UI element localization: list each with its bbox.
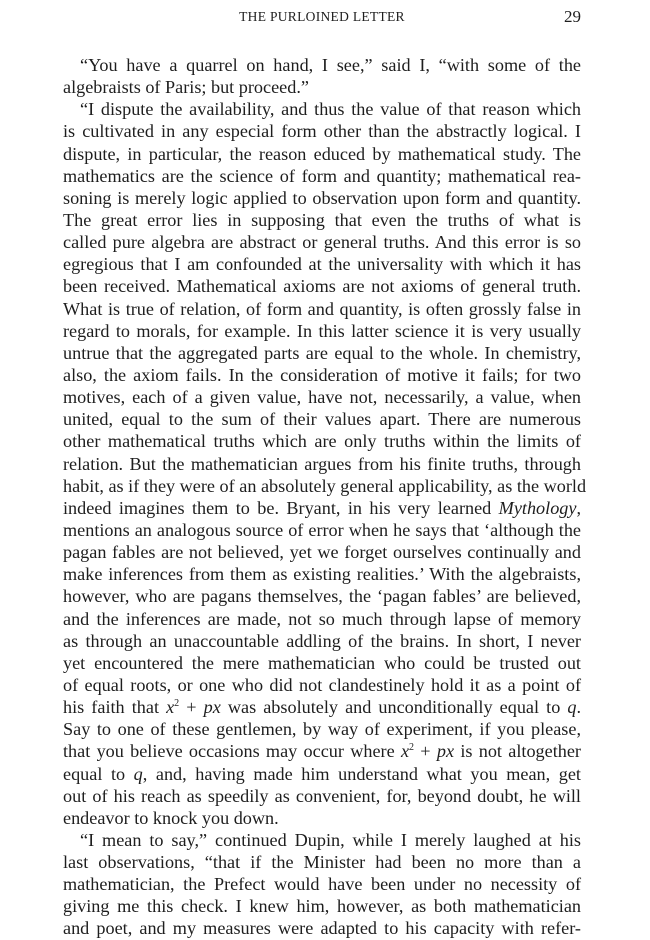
text-line-with-formula — [63, 696, 581, 718]
math-variable: q — [133, 763, 143, 784]
math-exponent: 2 — [174, 698, 180, 710]
running-title: THE PURLOINED LETTER — [239, 9, 405, 24]
page-number: 29 — [564, 7, 581, 26]
text-segment: indeed imagines them to be. Bryant, in his very learned — [63, 497, 499, 518]
text-line: yet encountered the mere mathematician who could be trusted out — [63, 652, 581, 673]
text-line: last observations, “that if the Minister had been no more than a — [63, 852, 581, 873]
text-line: called pure algebra are abstract or general truths. And this error is so — [63, 232, 581, 253]
text-line: endeavor to knock you down. — [63, 807, 279, 828]
text-segment: his faith that — [63, 697, 167, 718]
running-header — [63, 6, 581, 28]
text-line: The great error lies in supposing that even the truths of what is — [63, 209, 581, 230]
text-line: other mathematical truths which are only truths within the limits of — [63, 431, 581, 452]
text-segment: . — [576, 697, 582, 718]
paragraph-1 — [63, 54, 581, 98]
text-line-with-formula — [63, 740, 581, 762]
paragraph-2 — [63, 98, 587, 829]
math-variable: px — [203, 697, 221, 718]
text-line-with-formula — [63, 763, 581, 785]
text-segment: , — [576, 497, 581, 518]
text-line: relation. But the mathematician argues from his finite truths, through — [63, 453, 581, 474]
text-line: “I dispute the availability, and thus the value of that reason which — [80, 99, 581, 120]
text-line: giving me this check. I knew him, however, as both mathematician — [63, 896, 581, 917]
text-line: united, equal to the sum of their values apart. There are numerous — [63, 409, 581, 430]
text-line: habit, as if they were of an absolutely general applicability, as the world — [63, 475, 587, 496]
math-variable: px — [436, 741, 455, 762]
book-title-italic: Mythology — [498, 497, 577, 518]
text-line: and the inferences are made, not so much through lapse of memory — [63, 608, 581, 629]
text-line: mathematics are the science of form and quantity; mathematical rea- — [63, 165, 581, 186]
body-text — [63, 54, 587, 940]
math-variable: x — [166, 697, 175, 718]
math-exponent: 2 — [409, 742, 415, 754]
math-variable: q — [567, 697, 577, 718]
text-segment: was absolutely and unconditionally equal to — [220, 697, 568, 718]
text-line: regard to morals, for example. In this latter science it is very usually — [63, 320, 581, 341]
text-line: dispute, in particular, the reason educed by mathematical study. The — [63, 143, 581, 164]
text-line: egregious that I am confounded at the universality with which it has — [63, 254, 581, 275]
text-line: as through an unaccountable addling of the brains. In short, I never — [63, 630, 581, 651]
text-line: soning is merely logic applied to observation upon form and quantity. — [63, 187, 581, 208]
text-segment: that you believe occasions may occur where — [63, 741, 401, 762]
text-line: of equal roots, or one who did not clandestinely hold it as a point of — [63, 674, 581, 695]
text-line: pagan fables are not believed, yet we forget ourselves continually and — [63, 542, 581, 563]
text-line: mathematician, the Prefect would have been under no necessity of — [63, 874, 581, 895]
math-operator: + — [414, 741, 437, 762]
text-line: been received. Mathematical axioms are not axioms of general truth. — [63, 276, 581, 297]
text-line: algebraists of Paris; but proceed.” — [63, 77, 309, 98]
math-operator: + — [179, 697, 204, 718]
text-line: is cultivated in any especial form other than the abstractly logical. I — [63, 121, 581, 142]
text-segment: , and, having made him understand what you mean, get — [142, 763, 581, 784]
text-segment: is not altogether — [454, 741, 581, 762]
paragraph-3 — [63, 829, 581, 940]
text-line: “I mean to say,” continued Dupin, while I merely laughed at his — [80, 829, 581, 850]
text-line: and poet, and my measures were adapted to his capacity with refer- — [63, 918, 581, 939]
text-line: untrue that the aggregated parts are equal to the whole. In chemistry, — [63, 342, 581, 363]
text-line: make inferences from them as existing realities.’ With the algebraists, — [63, 564, 581, 585]
text-line-with-title — [63, 497, 581, 519]
text-line: mentions an analogous source of error when he says that ‘although the — [63, 519, 581, 540]
text-line: What is true of relation, of form and quantity, is often grossly false in — [63, 298, 581, 319]
text-line: however, who are pagans themselves, the ‘pagan fables’ are believed, — [63, 586, 581, 607]
text-line: Say to one of these gentlemen, by way of experiment, if you please, — [63, 719, 581, 740]
text-line: also, the axiom fails. In the consideration of motive it fails; for two — [63, 364, 581, 385]
text-segment: equal to — [63, 763, 134, 784]
math-variable: x — [400, 741, 410, 762]
text-line: out of his reach as speedily as convenient, for, beyond doubt, he will — [63, 785, 581, 806]
text-line: motives, each of a given value, have not, necessarily, a value, when — [63, 387, 581, 408]
text-line: “You have a quarrel on hand, I see,” said I, “with some of the — [80, 55, 581, 75]
